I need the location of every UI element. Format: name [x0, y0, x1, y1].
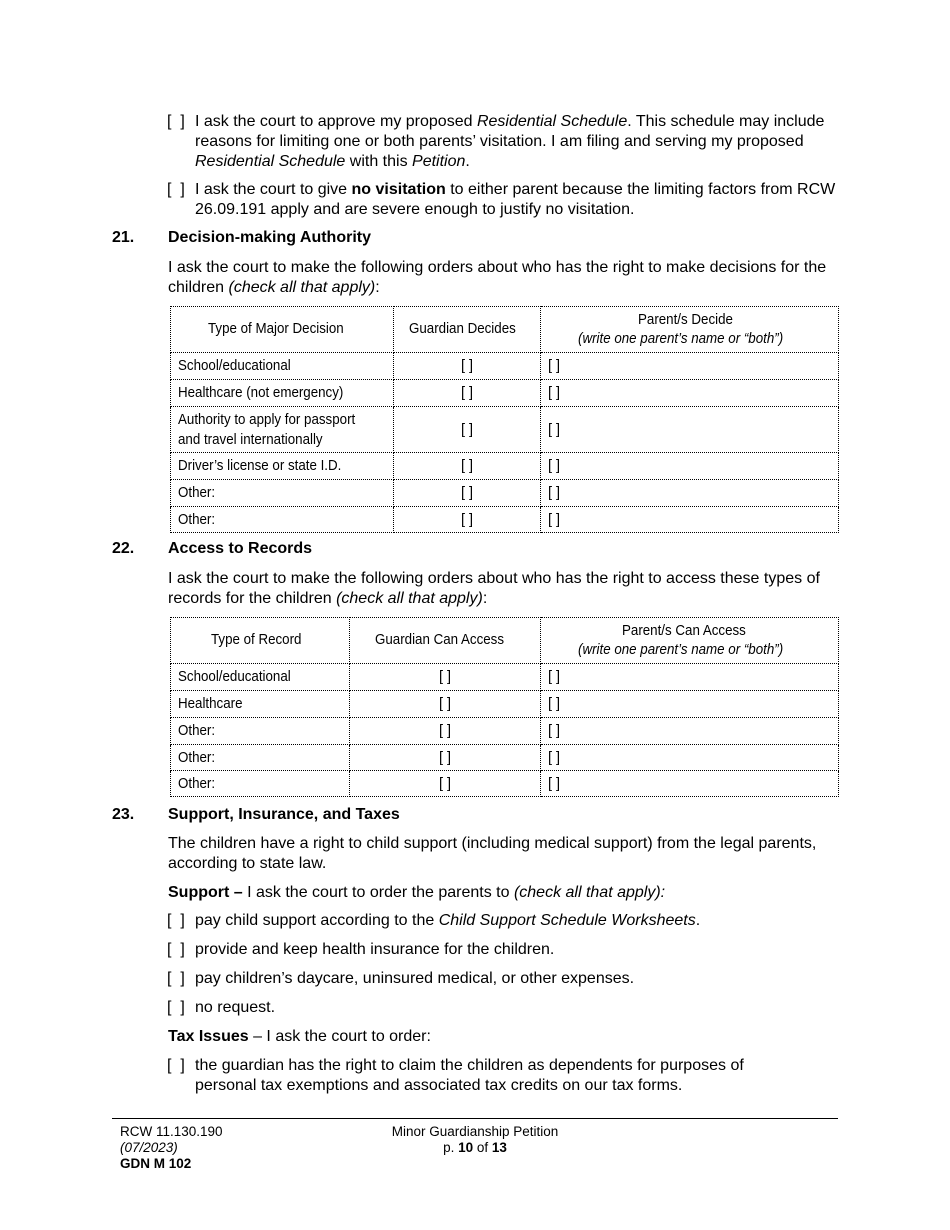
footer-left [120, 1124, 223, 1172]
text: I ask the court to make the following orders about who has the right to access these types of records for the children [168, 570, 820, 607]
column-header: Type of Major Decision [171, 307, 394, 353]
table-row [171, 507, 839, 533]
table-row [171, 691, 839, 718]
guardian-checkbox[interactable]: [ ] [350, 771, 541, 797]
column-header: Guardian Decides [394, 307, 541, 353]
column-header: Type of Record [171, 618, 350, 664]
table-header-row [171, 307, 839, 353]
section-number: 23. [112, 806, 135, 823]
footer-date: (07/2023) [120, 1140, 178, 1155]
parent-checkbox[interactable]: [ ] [541, 407, 839, 453]
checkbox[interactable]: [ ] [167, 912, 185, 929]
text: (check all that apply): [513, 884, 666, 901]
text: Child Support Schedule Worksheets [438, 912, 696, 929]
checkbox[interactable]: [ ] [167, 113, 185, 130]
parent-checkbox[interactable]: [ ] [541, 353, 839, 380]
table-row [171, 453, 839, 480]
text: I ask the court to approve my proposed [195, 113, 477, 130]
table-row [171, 664, 839, 691]
text: with this [345, 153, 413, 170]
tax-option: the guardian has the right to claim the children as dependents for purposes of personal tax exemptions and associated tax credits on our tax forms. [195, 1057, 744, 1094]
row-label: Other: [171, 745, 350, 771]
text: . [695, 912, 701, 929]
table-row [171, 718, 839, 745]
tax-heading [168, 1027, 858, 1047]
support-option: provide and keep health insurance for the children. [195, 941, 555, 958]
column-header: Guardian Can Access [350, 618, 541, 664]
parent-checkbox[interactable]: [ ] [541, 453, 839, 480]
text: Petition [412, 153, 466, 170]
row-label: Other: [171, 771, 350, 797]
text: : [482, 590, 488, 607]
section-number: 21. [112, 229, 135, 246]
page-number: p. 10 of 13 [443, 1140, 507, 1155]
guardian-checkbox[interactable]: [ ] [394, 353, 541, 380]
guardian-checkbox[interactable]: [ ] [394, 380, 541, 407]
section-intro [168, 569, 858, 609]
guardian-checkbox[interactable]: [ ] [350, 664, 541, 691]
guardian-checkbox[interactable]: [ ] [350, 745, 541, 771]
checkbox[interactable]: [ ] [167, 1057, 185, 1074]
row-label: Authority to apply for passport and travel internationally [171, 407, 394, 453]
guardian-checkbox[interactable]: [ ] [394, 507, 541, 533]
records-table [170, 617, 839, 797]
column-header: Parent/s Decide (write one parent’s name or “both”) [541, 307, 839, 353]
parent-checkbox[interactable]: [ ] [541, 480, 839, 507]
guardian-checkbox[interactable]: [ ] [394, 407, 541, 453]
checkbox[interactable]: [ ] [167, 181, 185, 198]
checkbox[interactable]: [ ] [167, 941, 185, 958]
checkbox[interactable]: [ ] [167, 970, 185, 987]
parent-checkbox[interactable]: [ ] [541, 771, 839, 797]
parent-checkbox[interactable]: [ ] [541, 718, 839, 745]
row-label: Healthcare [171, 691, 350, 718]
row-label: School/educational [171, 664, 350, 691]
support-option: pay children’s daycare, uninsured medical, or other expenses. [195, 970, 635, 987]
text: I ask the court to make the following orders about who has the right to make decisions for the children [168, 259, 827, 296]
parent-checkbox[interactable]: [ ] [541, 664, 839, 691]
text: . [465, 153, 470, 170]
section-intro: The children have a right to child support (including medical support) from the legal parents, according to state law. [168, 835, 817, 872]
text: (check all that apply) [336, 590, 483, 607]
row-label: Other: [171, 507, 394, 533]
table-header-row [171, 618, 839, 664]
text: Residential Schedule [476, 113, 628, 130]
footer-rule [112, 1118, 838, 1119]
table-row [171, 353, 839, 380]
footer-form-number: GDN M 102 [120, 1156, 192, 1171]
text: Support – [168, 884, 243, 901]
footer-center [360, 1124, 590, 1156]
support-option: no request. [195, 999, 276, 1016]
guardian-checkbox[interactable]: [ ] [394, 453, 541, 480]
text: (check all that apply) [228, 279, 376, 296]
parent-checkbox[interactable]: [ ] [541, 507, 839, 533]
support-option [195, 911, 850, 931]
text: : [375, 279, 380, 296]
section-title: Decision-making Authority [168, 229, 371, 246]
table-row [171, 771, 839, 797]
no-visitation-option [195, 180, 850, 220]
text: I ask the court to order the parents to [242, 884, 514, 901]
footer-title: Minor Guardianship Petition [391, 1124, 559, 1139]
guardian-checkbox[interactable]: [ ] [394, 480, 541, 507]
footer-rcw: RCW 11.130.190 [120, 1124, 223, 1139]
table-row [171, 745, 839, 771]
residential-schedule-option [195, 112, 850, 172]
table-row [171, 380, 839, 407]
text: pay child support according to the [195, 912, 439, 929]
guardian-checkbox[interactable]: [ ] [350, 718, 541, 745]
decision-table [170, 306, 839, 533]
text: to either parent because the limiting factors from RCW 26.09.191 apply and are severe enough to justify no visitation. [195, 181, 836, 218]
parent-checkbox[interactable]: [ ] [541, 380, 839, 407]
section-intro [168, 258, 858, 298]
row-label: Healthcare (not emergency) [171, 380, 394, 407]
text: Residential Schedule [195, 153, 346, 170]
parent-checkbox[interactable]: [ ] [541, 745, 839, 771]
section-title: Access to Records [168, 540, 313, 557]
row-label: Other: [171, 480, 394, 507]
section-number: 22. [112, 540, 135, 557]
row-label: Driver’s license or state I.D. [171, 453, 394, 480]
section-title: Support, Insurance, and Taxes [168, 806, 400, 823]
text: Tax Issues [168, 1028, 249, 1045]
text: – I ask the court to order: [248, 1028, 431, 1045]
row-label: School/educational [171, 353, 394, 380]
checkbox[interactable]: [ ] [167, 999, 185, 1016]
parent-checkbox[interactable]: [ ] [541, 691, 839, 718]
row-label: Other: [171, 718, 350, 745]
support-heading [168, 883, 858, 903]
text: . This schedule may include reasons for limiting one or both parents’ visitation. I am filing and serving my proposed [195, 113, 825, 150]
guardian-checkbox[interactable]: [ ] [350, 691, 541, 718]
column-header: Parent/s Can Access (write one parent’s name or “both”) [541, 618, 839, 664]
table-row [171, 407, 839, 453]
table-row [171, 480, 839, 507]
text: I ask the court to give [195, 181, 352, 198]
text: no visitation [351, 181, 446, 198]
